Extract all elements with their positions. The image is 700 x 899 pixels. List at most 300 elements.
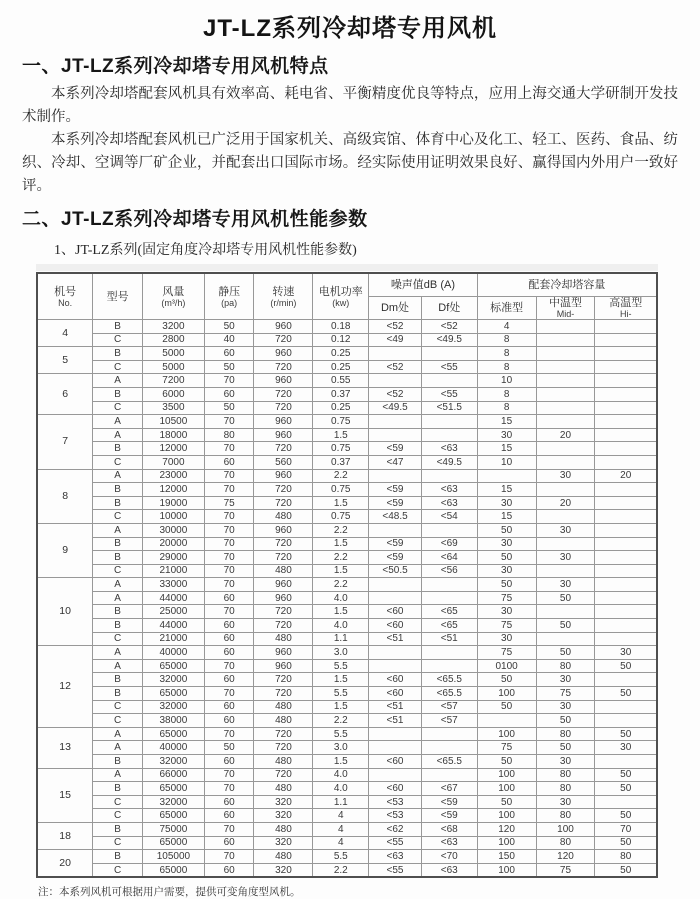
table-cell: B: [93, 537, 143, 551]
table-cell: 1.5: [313, 755, 369, 769]
table-cell: [421, 523, 477, 537]
table-cell: 19000: [142, 496, 204, 510]
col-noise-df: Df处: [421, 297, 477, 320]
table-cell: [595, 714, 657, 728]
table-cell: 70: [204, 374, 254, 388]
table-cell: <51: [369, 714, 422, 728]
col-capacity-standard: 标准型: [477, 297, 536, 320]
table-cell: 30: [477, 605, 536, 619]
table-cell: 30: [477, 496, 536, 510]
table-cell: 20: [536, 496, 595, 510]
col-airflow-unit: (m³/h): [161, 297, 186, 308]
table-cell: [536, 347, 595, 361]
table-cell: 50: [595, 768, 657, 782]
table-cell: [421, 659, 477, 673]
table-cell: 30: [477, 537, 536, 551]
table-cell: 75: [204, 496, 254, 510]
performance-table: [36, 272, 658, 878]
table-cell: 4: [313, 822, 369, 836]
table-cell: 66000: [142, 768, 204, 782]
table-row: [37, 469, 657, 483]
table-row: [37, 850, 657, 864]
machine-no-cell: 10: [37, 578, 93, 646]
table-cell: 1.5: [313, 564, 369, 578]
table-cell: 65000: [142, 727, 204, 741]
table-cell: [595, 483, 657, 497]
machine-no-cell: 13: [37, 727, 93, 768]
header-row-1: [37, 273, 657, 297]
table-cell: 960: [254, 646, 313, 660]
col-machine-no-sub: No.: [58, 297, 73, 308]
table-cell: 100: [477, 863, 536, 877]
table-cell: A: [93, 374, 143, 388]
table-row: [37, 347, 657, 361]
machine-no-cell: 4: [37, 320, 93, 347]
table-cell: 75: [477, 741, 536, 755]
table-cell: [369, 374, 422, 388]
table-cell: 720: [254, 387, 313, 401]
table-row: [37, 551, 657, 565]
table-cell: 6000: [142, 387, 204, 401]
table-cell: 30: [536, 673, 595, 687]
table-cell: 30: [536, 523, 595, 537]
table-cell: 60: [204, 387, 254, 401]
table-cell: <50.5: [369, 564, 422, 578]
table-row: [37, 768, 657, 782]
table-row: [37, 591, 657, 605]
scan-artifact-band: [36, 264, 658, 271]
table-cell: 50: [595, 809, 657, 823]
table-cell: 10000: [142, 510, 204, 524]
table-cell: 12000: [142, 483, 204, 497]
table-cell: [421, 415, 477, 429]
table-cell: 0.75: [313, 483, 369, 497]
table-cell: 80: [536, 768, 595, 782]
table-cell: 320: [254, 863, 313, 877]
table-cell: 960: [254, 659, 313, 673]
table-cell: 960: [254, 428, 313, 442]
table-cell: 480: [254, 510, 313, 524]
machine-no-cell: 20: [37, 850, 93, 878]
table-cell: [369, 469, 422, 483]
table-cell: 15: [477, 510, 536, 524]
table-cell: <49: [369, 333, 422, 347]
table-cell: [595, 320, 657, 334]
table-cell: <60: [369, 605, 422, 619]
table-cell: 720: [254, 768, 313, 782]
table-cell: 720: [254, 401, 313, 415]
col-speed-unit: (r/min): [270, 297, 297, 308]
table-row: [37, 727, 657, 741]
table-cell: [369, 347, 422, 361]
table-cell: A: [93, 591, 143, 605]
table-cell: 1.5: [313, 700, 369, 714]
table-cell: C: [93, 632, 143, 646]
table-cell: [536, 387, 595, 401]
table-cell: 70: [204, 850, 254, 864]
table-cell: [369, 741, 422, 755]
table-cell: [595, 755, 657, 769]
table-cell: 3500: [142, 401, 204, 415]
table-cell: 4: [313, 809, 369, 823]
table-row: [37, 564, 657, 578]
table-cell: 50: [536, 646, 595, 660]
table-row: [37, 401, 657, 415]
table-cell: [536, 415, 595, 429]
table-cell: 5.5: [313, 659, 369, 673]
table-cell: B: [93, 551, 143, 565]
table-cell: A: [93, 727, 143, 741]
table-cell: 15: [477, 442, 536, 456]
table-cell: 50: [477, 673, 536, 687]
table-row: [37, 714, 657, 728]
table-cell: <48.5: [369, 510, 422, 524]
table-cell: 15: [477, 483, 536, 497]
table-cell: 25000: [142, 605, 204, 619]
table-cell: 4.0: [313, 591, 369, 605]
table-cell: 960: [254, 523, 313, 537]
table-row: [37, 320, 657, 334]
table-cell: 50: [536, 714, 595, 728]
table-cell: [595, 605, 657, 619]
table-cell: A: [93, 428, 143, 442]
machine-no-cell: 9: [37, 523, 93, 577]
table-cell: [595, 591, 657, 605]
table-cell: <59: [369, 496, 422, 510]
table-cell: 70: [204, 578, 254, 592]
table-row: [37, 374, 657, 388]
table-cell: 60: [204, 714, 254, 728]
machine-no-cell: 5: [37, 347, 93, 374]
performance-table-wrap: [36, 272, 658, 878]
table-cell: C: [93, 700, 143, 714]
table-cell: 80: [536, 809, 595, 823]
table-cell: 100: [477, 687, 536, 701]
table-cell: 480: [254, 564, 313, 578]
table-cell: <63: [421, 483, 477, 497]
table-cell: <65: [421, 619, 477, 633]
table-row: [37, 510, 657, 524]
table-cell: <60: [369, 687, 422, 701]
col-capacity-high-sub: Hi-: [619, 309, 632, 319]
section2-heading: 二、JT-LZ系列冷却塔专用风机性能参数: [22, 209, 368, 230]
table-cell: [421, 727, 477, 741]
col-motor-power-unit: (kw): [332, 297, 350, 308]
table-cell: 720: [254, 605, 313, 619]
table-cell: 20: [536, 428, 595, 442]
col-capacity-mid-sub: Mid-: [556, 309, 575, 319]
table-cell: 480: [254, 714, 313, 728]
table-cell: 32000: [142, 700, 204, 714]
table-cell: B: [93, 850, 143, 864]
table-cell: [536, 605, 595, 619]
table-cell: [595, 387, 657, 401]
table-cell: 70: [204, 782, 254, 796]
table-cell: 720: [254, 687, 313, 701]
table-row: [37, 836, 657, 850]
table-cell: 5.5: [313, 727, 369, 741]
table-cell: 21000: [142, 632, 204, 646]
table-cell: <63: [421, 836, 477, 850]
table-cell: 7000: [142, 455, 204, 469]
table-cell: <70: [421, 850, 477, 864]
table-cell: 50: [477, 755, 536, 769]
table-cell: [369, 415, 422, 429]
table-header: [37, 273, 657, 320]
table-cell: 70: [204, 551, 254, 565]
table-cell: 720: [254, 741, 313, 755]
table-cell: 100: [536, 822, 595, 836]
table-cell: 32000: [142, 673, 204, 687]
table-cell: [595, 442, 657, 456]
table-cell: <68: [421, 822, 477, 836]
table-row: [37, 646, 657, 660]
table-cell: 60: [204, 619, 254, 633]
table-cell: [369, 768, 422, 782]
table-cell: 60: [204, 646, 254, 660]
table-row: [37, 333, 657, 347]
table-cell: B: [93, 687, 143, 701]
table-cell: [595, 619, 657, 633]
table-cell: 60: [204, 795, 254, 809]
table-cell: 70: [204, 727, 254, 741]
table-row: [37, 605, 657, 619]
section1-heading: 一、JT-LZ系列冷却塔专用风机特点: [22, 56, 329, 77]
col-motor-power: [313, 273, 369, 320]
table-cell: <63: [421, 863, 477, 877]
table-cell: 0.75: [313, 510, 369, 524]
table-cell: 50: [595, 782, 657, 796]
table-row: [37, 387, 657, 401]
table-cell: <54: [421, 510, 477, 524]
table-cell: [369, 727, 422, 741]
table-cell: 10: [477, 455, 536, 469]
table-cell: 60: [204, 455, 254, 469]
table-cell: 70: [595, 822, 657, 836]
table-cell: <55: [421, 387, 477, 401]
table-cell: 560: [254, 455, 313, 469]
table-cell: 75: [477, 619, 536, 633]
table-cell: A: [93, 659, 143, 673]
table-row: [37, 795, 657, 809]
table-cell: 50: [204, 360, 254, 374]
table-cell: 40000: [142, 741, 204, 755]
table-row: [37, 809, 657, 823]
table-cell: 50: [204, 741, 254, 755]
table-cell: C: [93, 836, 143, 850]
table-cell: <64: [421, 551, 477, 565]
table-cell: 2.2: [313, 523, 369, 537]
table-cell: 70: [204, 469, 254, 483]
table-cell: [536, 442, 595, 456]
table-cell: [421, 578, 477, 592]
table-cell: <52: [421, 320, 477, 334]
table-cell: 18000: [142, 428, 204, 442]
table-cell: 5.5: [313, 687, 369, 701]
table-cell: 60: [204, 700, 254, 714]
table-cell: [595, 673, 657, 687]
table-cell: 5.5: [313, 850, 369, 864]
table-cell: <60: [369, 755, 422, 769]
table-cell: 720: [254, 496, 313, 510]
table-row: [37, 360, 657, 374]
table-cell: 50: [595, 836, 657, 850]
table-cell: 60: [204, 809, 254, 823]
table-cell: 480: [254, 700, 313, 714]
table-cell: [595, 551, 657, 565]
table-cell: 3.0: [313, 646, 369, 660]
table-row: [37, 442, 657, 456]
table-cell: C: [93, 863, 143, 877]
table-cell: 2.2: [313, 469, 369, 483]
table-cell: [536, 374, 595, 388]
table-cell: 1.1: [313, 632, 369, 646]
table-cell: 0.75: [313, 415, 369, 429]
table-cell: 480: [254, 850, 313, 864]
table-cell: 10: [477, 374, 536, 388]
table-cell: B: [93, 347, 143, 361]
table-cell: [421, 428, 477, 442]
table-cell: 100: [477, 782, 536, 796]
table-cell: 80: [204, 428, 254, 442]
col-capacity-high-label: 高温型: [609, 297, 643, 309]
table-cell: <65.5: [421, 687, 477, 701]
col-airflow-label: 风量: [162, 285, 185, 298]
table-cell: 32000: [142, 795, 204, 809]
table-cell: <65.5: [421, 755, 477, 769]
table-cell: [595, 700, 657, 714]
table-cell: <65.5: [421, 673, 477, 687]
col-machine-no-label: 机号: [54, 285, 77, 298]
table-cell: 50: [595, 659, 657, 673]
table-cell: 4: [477, 320, 536, 334]
table-cell: 720: [254, 333, 313, 347]
table-cell: <69: [421, 537, 477, 551]
table-cell: 30: [595, 741, 657, 755]
table-cell: C: [93, 360, 143, 374]
table-cell: [595, 632, 657, 646]
table-cell: 960: [254, 469, 313, 483]
table-cell: [536, 333, 595, 347]
table-cell: 320: [254, 836, 313, 850]
table-cell: 29000: [142, 551, 204, 565]
table-cell: [369, 659, 422, 673]
table-cell: C: [93, 795, 143, 809]
table-cell: <52: [369, 320, 422, 334]
machine-no-cell: 6: [37, 374, 93, 415]
table-row: [37, 496, 657, 510]
table-cell: 150: [477, 850, 536, 864]
table-cell: 38000: [142, 714, 204, 728]
col-capacity-mid: [536, 297, 595, 320]
col-machine-no: [37, 273, 93, 320]
table-cell: 1.5: [313, 428, 369, 442]
subsection-heading: 1、JT-LZ系列(固定角度冷却塔专用风机性能参数): [54, 243, 357, 258]
table-cell: 30: [536, 551, 595, 565]
table-cell: [595, 415, 657, 429]
col-speed-label: 转速: [272, 285, 295, 298]
col-motor-power-label: 电机功率: [318, 285, 363, 298]
table-cell: 8: [477, 347, 536, 361]
table-cell: 1.1: [313, 795, 369, 809]
table-cell: 30: [536, 795, 595, 809]
table-cell: <57: [421, 714, 477, 728]
table-cell: 75: [477, 646, 536, 660]
table-cell: A: [93, 578, 143, 592]
table-cell: 720: [254, 619, 313, 633]
table-cell: 20: [595, 469, 657, 483]
table-cell: [421, 741, 477, 755]
table-cell: 75: [536, 863, 595, 877]
table-cell: 60: [204, 755, 254, 769]
table-cell: A: [93, 469, 143, 483]
table-cell: 60: [204, 836, 254, 850]
table-cell: 44000: [142, 591, 204, 605]
table-cell: 40: [204, 333, 254, 347]
table-row: [37, 455, 657, 469]
table-row: [37, 523, 657, 537]
table-cell: <56: [421, 564, 477, 578]
table-cell: 60: [204, 591, 254, 605]
table-cell: [536, 320, 595, 334]
table-cell: [421, 374, 477, 388]
table-cell: [536, 483, 595, 497]
table-cell: 5000: [142, 347, 204, 361]
table-cell: 960: [254, 320, 313, 334]
table-cell: <55: [421, 360, 477, 374]
table-cell: 70: [204, 523, 254, 537]
table-cell: B: [93, 320, 143, 334]
table-cell: [536, 537, 595, 551]
table-cell: 30: [536, 578, 595, 592]
table-cell: 44000: [142, 619, 204, 633]
table-cell: <52: [369, 387, 422, 401]
table-cell: 2.2: [313, 863, 369, 877]
table-row: [37, 415, 657, 429]
table-cell: 960: [254, 347, 313, 361]
table-cell: [536, 401, 595, 415]
table-cell: 60: [204, 632, 254, 646]
table-cell: <59: [369, 442, 422, 456]
table-cell: <49.5: [421, 333, 477, 347]
table-cell: 23000: [142, 469, 204, 483]
table-cell: 80: [536, 659, 595, 673]
table-cell: 30: [536, 700, 595, 714]
table-cell: 720: [254, 551, 313, 565]
section1-paragraph-1: 本系列冷却塔配套风机具有效率高、耗电省、平衡精度优良等特点，应用上海交通大学研制开发技术制作。: [22, 86, 678, 125]
table-cell: 960: [254, 591, 313, 605]
table-cell: 720: [254, 483, 313, 497]
table-cell: 480: [254, 632, 313, 646]
table-cell: B: [93, 822, 143, 836]
table-cell: 8: [477, 401, 536, 415]
table-cell: 1.5: [313, 673, 369, 687]
table-cell: B: [93, 755, 143, 769]
table-cell: [595, 523, 657, 537]
table-cell: <67: [421, 782, 477, 796]
table-cell: 21000: [142, 564, 204, 578]
table-cell: <59: [369, 551, 422, 565]
table-cell: 65000: [142, 659, 204, 673]
table-cell: <49.5: [421, 455, 477, 469]
table-cell: B: [93, 442, 143, 456]
table-cell: A: [93, 646, 143, 660]
table-cell: <53: [369, 795, 422, 809]
table-cell: B: [93, 496, 143, 510]
table-cell: 70: [204, 510, 254, 524]
table-cell: <65: [421, 605, 477, 619]
table-cell: <59: [421, 809, 477, 823]
